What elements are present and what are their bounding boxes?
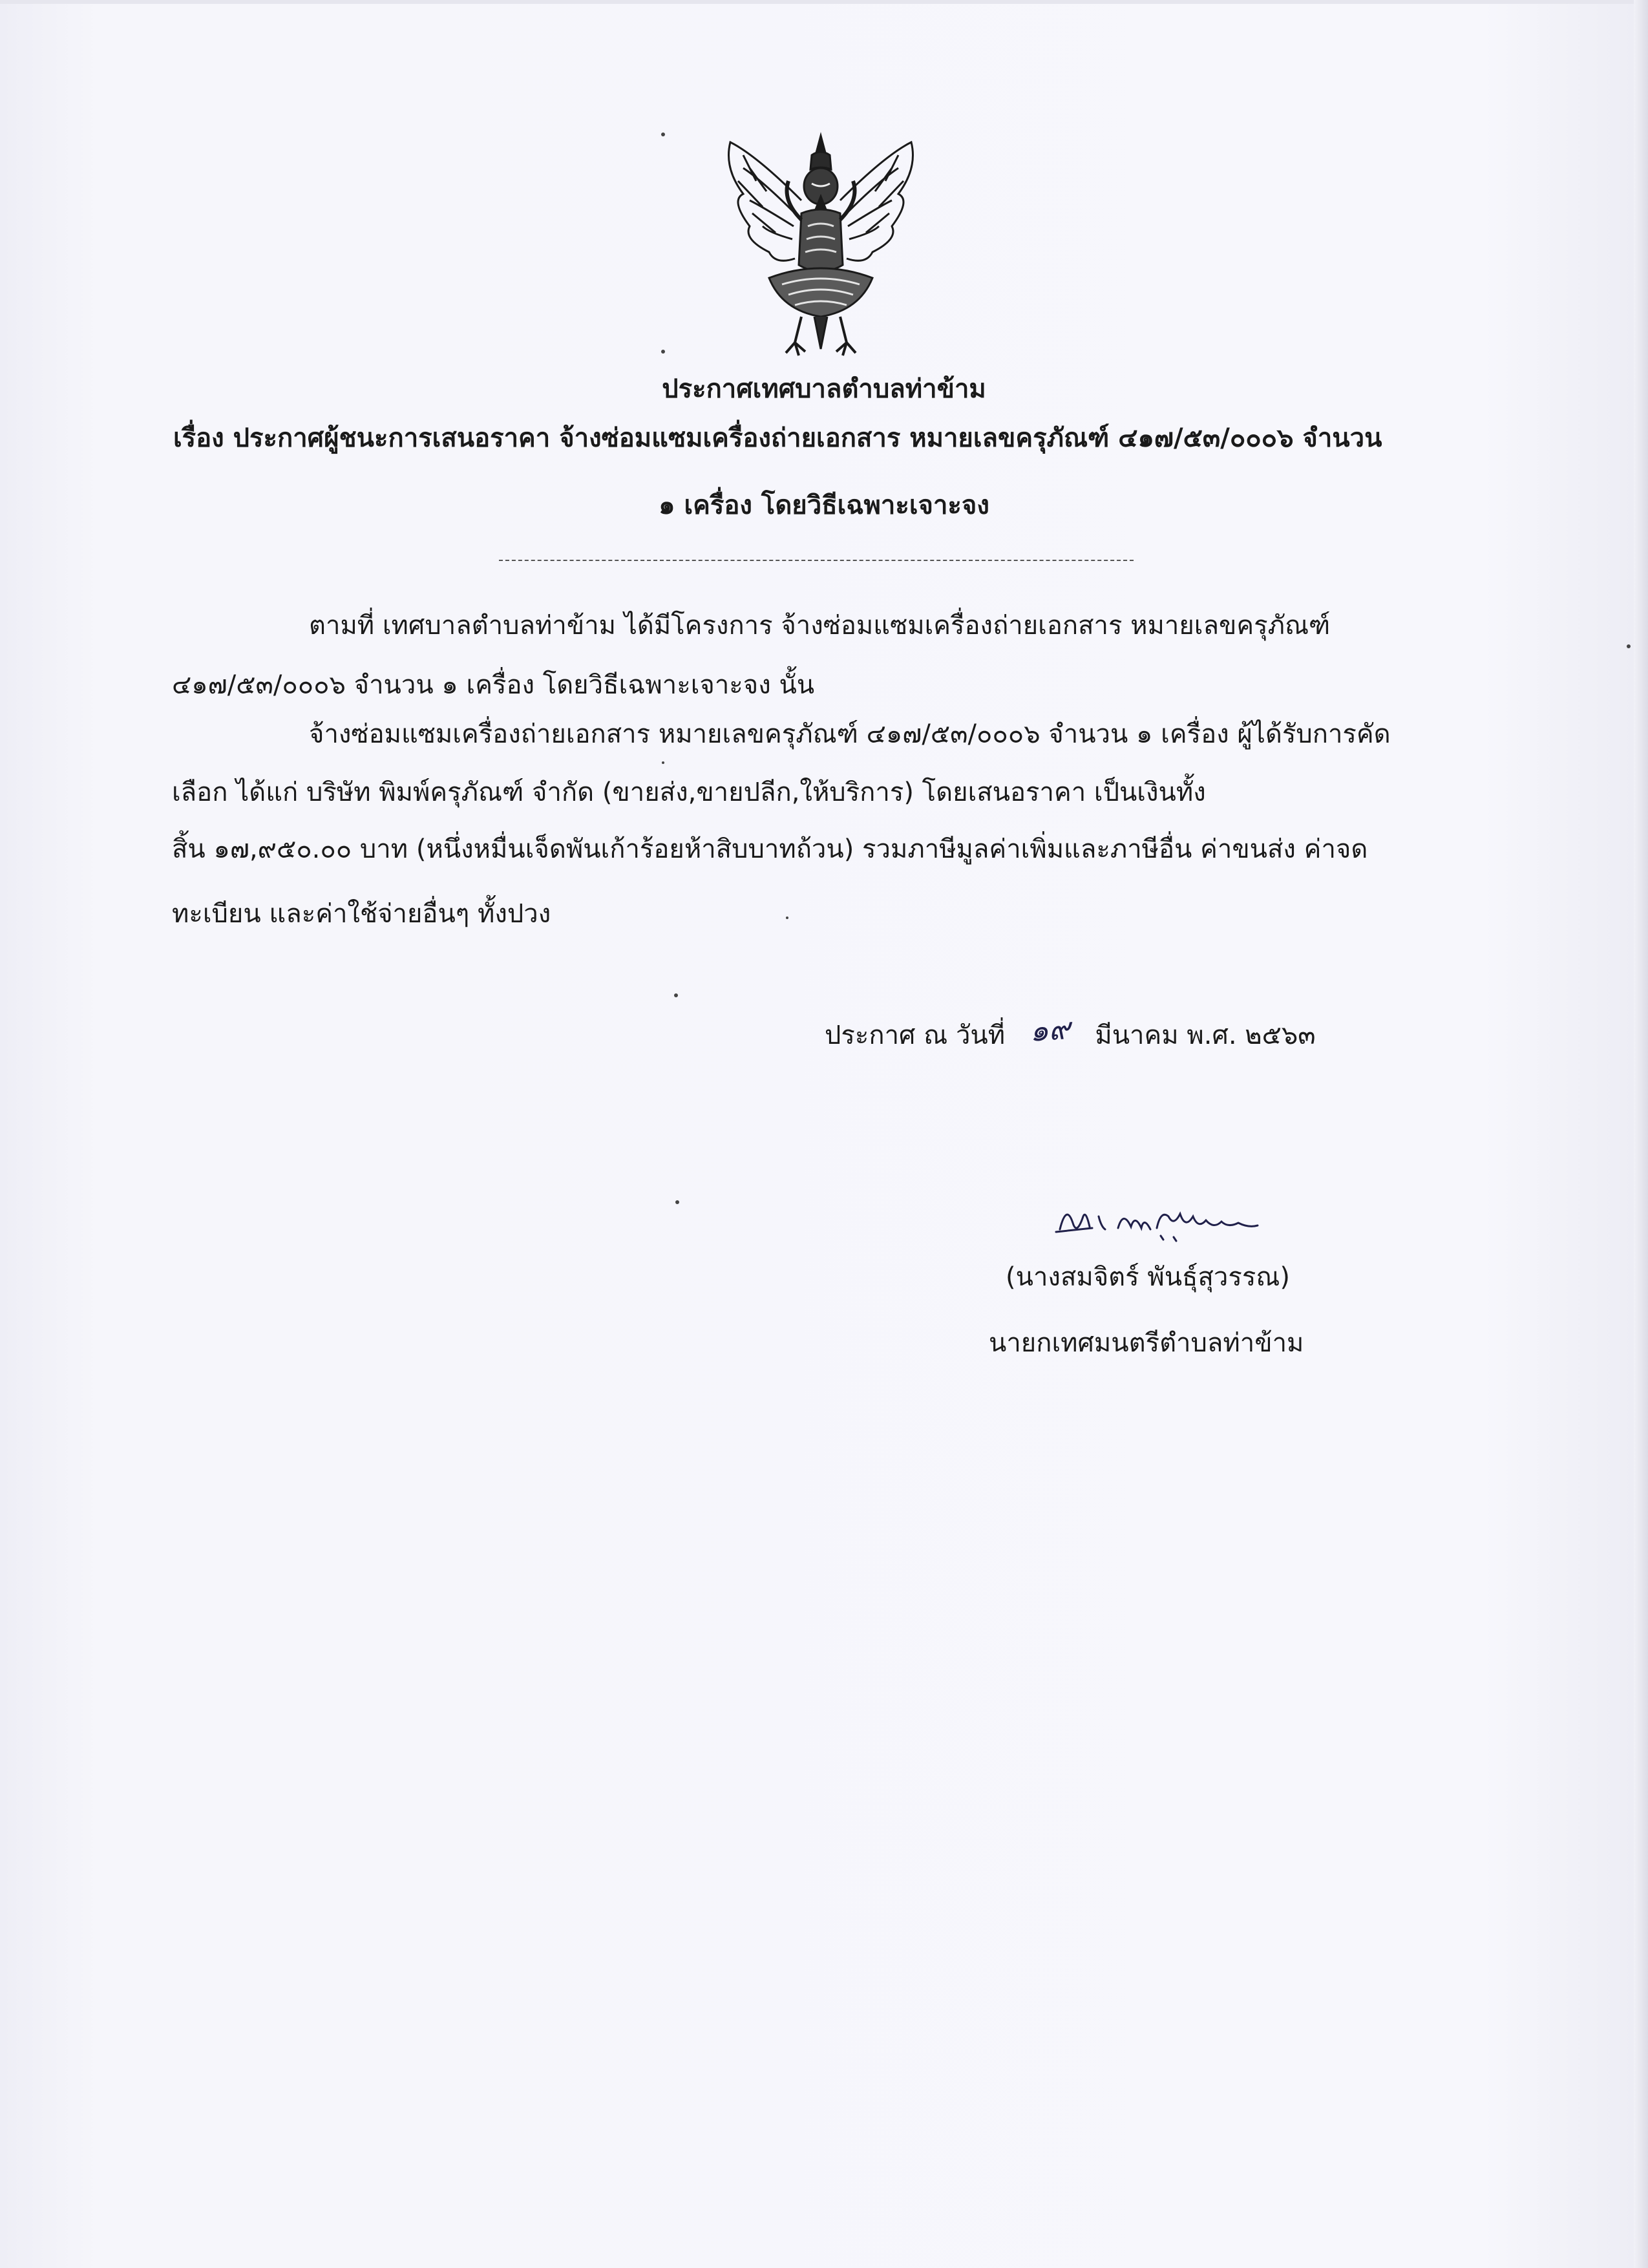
announcement-date (825, 1010, 1316, 1050)
announcement-month-year: มีนาคม พ.ศ. ๒๕๖๓ (1095, 1021, 1316, 1050)
paper-edge-right (1634, 0, 1648, 2268)
subject-line-continuation: ๑ เครื่อง โดยวิธีเฉพาะเจาะจง (659, 491, 989, 520)
signer-title: นายกเทศมนตรีตำบลท่าข้าม (989, 1328, 1304, 1358)
paragraph-2-line-1: จ้างซ่อมแซมเครื่องถ่ายเอกสาร หมายเลขครุภัณฑ์ ๔๑๗/๕๓/๐๐๐๖ จำนวน ๑ เครื่อง ผู้ได้รับการคัด (309, 719, 1391, 749)
paragraph-1-line-1: ตามที่ เทศบาลตำบลท่าข้าม ได้มีโครงการ จ้างซ่อมแซมเครื่องถ่ายเอกสาร หมายเลขครุภัณฑ์ (309, 611, 1331, 641)
paragraph-1-line-2: ๔๑๗/๕๓/๐๐๐๖ จำนวน ๑ เครื่อง โดยวิธีเฉพาะเจาะจง นั้น (172, 670, 815, 700)
subject-line: เรื่อง ประกาศผู้ชนะการเสนอราคา จ้างซ่อมแซมเครื่องถ่ายเอกสาร หมายเลขครุภัณฑ์ ๔๑๗/๕๓/๐๐๐๖ จำนวน (173, 423, 1382, 453)
agency-heading: ประกาศเทศบาลตำบลท่าข้าม (662, 374, 986, 404)
paragraph-2-line-2: เลือก ได้แก่ บริษัท พิมพ์ครุภัณฑ์ จำกัด (ขายส่ง,ขายปลีก,ให้บริการ) โดยเสนอราคา เป็นเงินทั้ง (172, 778, 1206, 807)
announcement-date-prefix: ประกาศ ณ วันที่ (825, 1021, 1006, 1050)
separator-line (499, 560, 1134, 561)
paragraph-2-line-3: สิ้น ๑๗,๙๕๐.๐๐ บาท (หนึ่งหมื่นเจ็ดพันเก้าร้อยห้าสิบบาทถ้วน) รวมภาษีมูลค่าเพิ่มและภาษีอื่น ค่าขนส่ง ค่าจด (172, 834, 1368, 864)
handwritten-signature (1047, 1191, 1267, 1255)
garuda-emblem-icon (704, 129, 937, 362)
signer-name: (นางสมจิตร์ พันธุ์สุวรรณ) (1006, 1262, 1291, 1292)
handwritten-day: ๑๙ (1028, 1010, 1072, 1049)
paper-edge-top (0, 0, 1648, 4)
paragraph-2-line-4: ทะเบียน และค่าใช้จ่ายอื่นๆ ทั้งปวง (172, 899, 551, 929)
